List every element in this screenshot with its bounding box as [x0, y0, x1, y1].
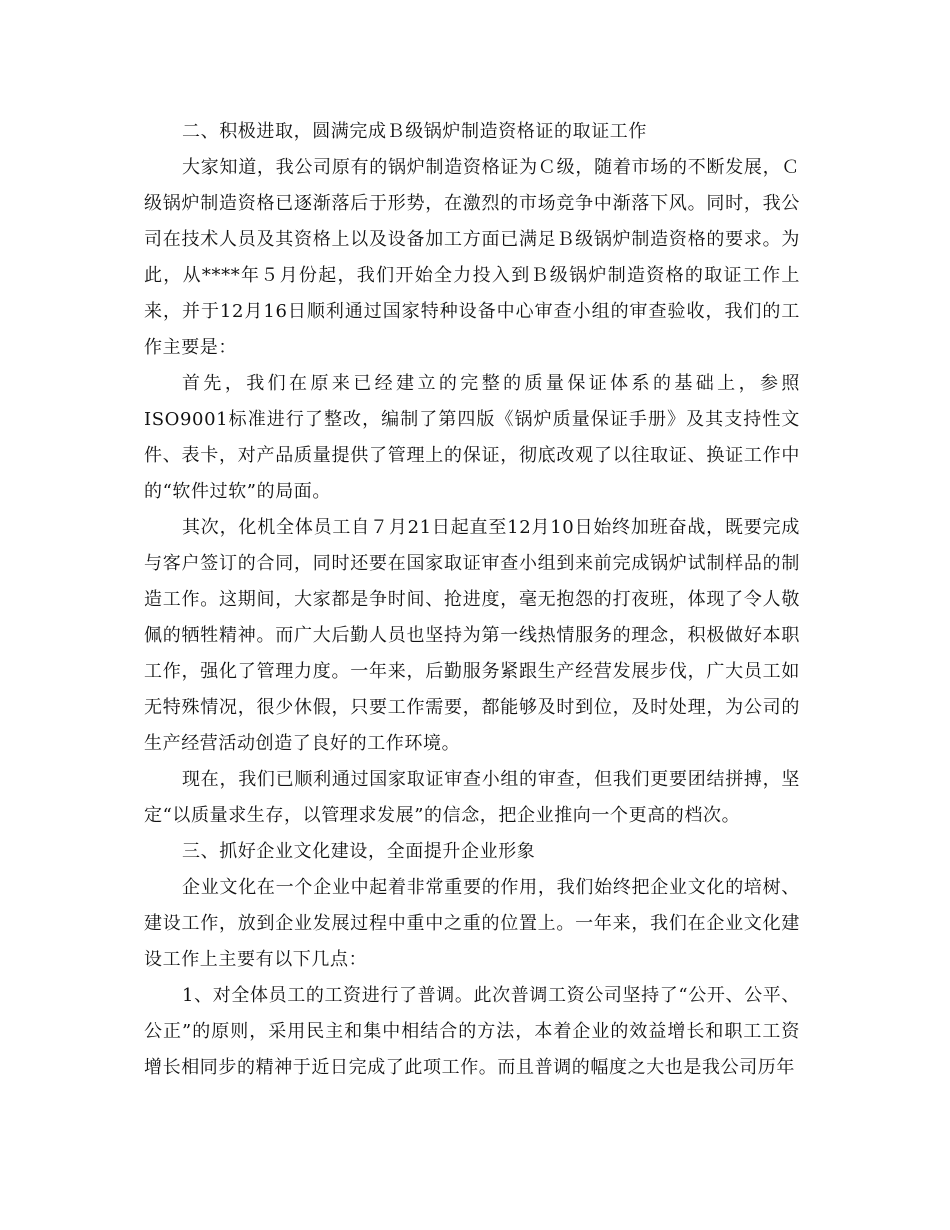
section-heading-3: 三、抓好企业文化建设，全面提升企业形象: [182, 841, 536, 862]
paragraph-culture-intro: 企业文化在一个企业中起着非常重要的作用，我们始终把企业文化的培树、建设工作，放到企业发展过程中重中之重的位置上。一年来，我们在企业文化建设工作上主要有以下几点：: [144, 877, 800, 970]
paragraph-item-1: 1、对全体员工的工资进行了普调。此次普调工资公司坚持了“公开、公平、公正”的原则，采用民主和集中相结合的方法，本着企业的效益增长和职工工资增长相同步的精神于近日完成了此项工作。而且普调的幅度之大也是我公司历年: [144, 985, 800, 1078]
paragraph-now: 现在，我们已顺利通过国家取证审查小组的审查，但我们更要团结拼搏，坚定“以质量求生存，以管理求发展”的信念，把企业推向一个更高的档次。: [144, 769, 800, 826]
section-heading-2: 二、积极进取，圆满完成Ｂ级锅炉制造资格证的取证工作: [182, 121, 647, 142]
paragraph-second: 其次，化机全体员工自７月21日起直至12月10日始终加班奋战，既要完成与客户签订的合同，同时还要在国家取证审查小组到来前完成锅炉试制样品的制造工作。这期间，大家都是争时间、抢进度，毫无抱怨的打夜班，体现了令人敬佩的牺牲精神。而广大后勤人员也坚持为第一线热情服务的理念，积极做好本职工作，强化了管理力度。一年来，后勤服务紧跟生产经营发展步伐，广大员工如无特殊情况，很少休假，只要工作需要，都能够及时到位，及时处理，为公司的生产经营活动创造了良好的工作环境。: [144, 517, 800, 754]
paragraph-first: 首先，我们在原来已经建立的完整的质量保证体系的基础上，参照ISO9001标准进行了整改，编制了第四版《锅炉质量保证手册》及其支持性文件、表卡，对产品质量提供了管理上的保证，彻底改观了以往取证、换证工作中的“软件过软”的局面。: [144, 373, 800, 502]
document-body: [144, 114, 800, 1086]
paragraph-qualification-intro: 大家知道，我公司原有的锅炉制造资格证为Ｃ级，随着市场的不断发展，Ｃ级锅炉制造资格已逐渐落后于形势，在激烈的市场竞争中渐落下风。同时，我公司在技术人员及其资格上以及设备加工方面已满足Ｂ级锅炉制造资格的要求。为此，从****年５月份起，我们开始全力投入到Ｂ级锅炉制造资格的取证工作上来，并于12月16日顺利通过国家特种设备中心审查小组的审查验收，我们的工作主要是：: [144, 157, 800, 358]
